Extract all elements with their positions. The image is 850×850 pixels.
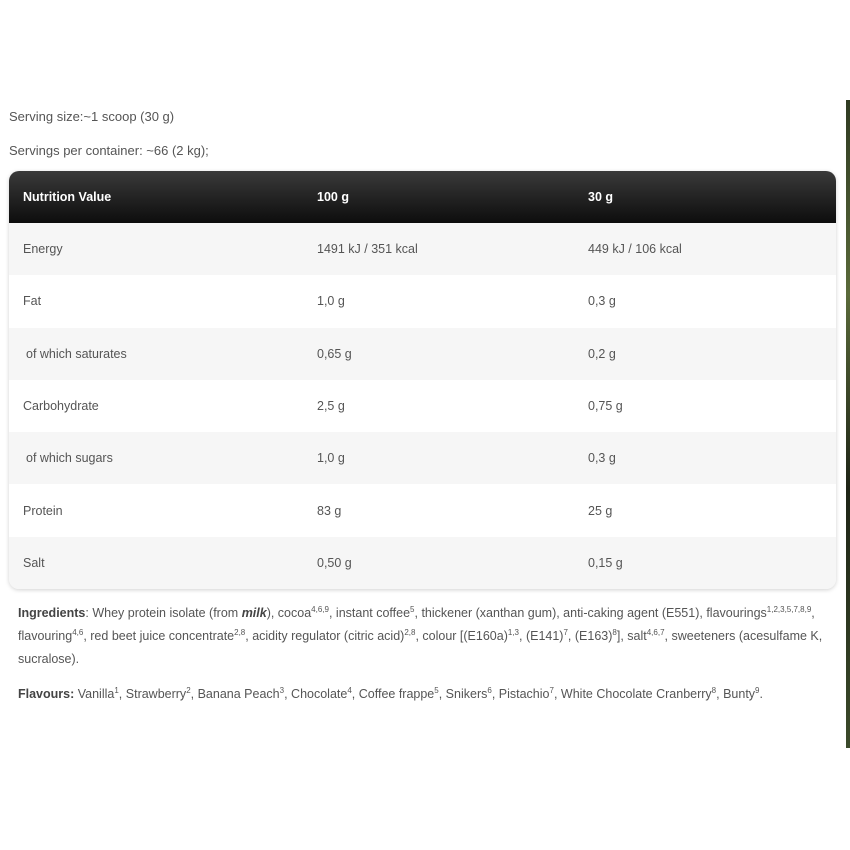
nutrient-name: Energy: [23, 242, 63, 257]
footnote-ref: 2,8: [234, 627, 246, 637]
flavour-item: Banana Peach$^3$,: [194, 685, 288, 701]
photo-edge-strip: [846, 100, 850, 748]
ingredients-part: , instant coffee: [328, 606, 411, 620]
serving-size: Serving size:~1 scoop (30 g): [9, 109, 175, 124]
table-body: [9, 223, 836, 589]
value-30g: 0,2 g: [588, 346, 616, 361]
flavour-item: Vanilla$^1$,: [74, 685, 123, 701]
ingredients-part: , flavouring: [18, 606, 815, 643]
header-30g: 30 g: [588, 190, 614, 204]
ingredients-part: , sweeteners (acesulfame K, sucralose).: [18, 629, 823, 666]
flavour-item: Snikers$^6$,: [442, 685, 496, 701]
footnote-ref: 1,3: [507, 627, 519, 637]
allergen-milk: milk: [241, 606, 267, 620]
value-100g: 1,0 g: [317, 294, 345, 309]
servings-per-container: Servings per container: ~66 (2 kg);: [9, 143, 209, 158]
flavour-item: Pistachio$^7$,: [495, 685, 558, 701]
value-30g: 449 kJ / 106 kcal: [588, 242, 682, 257]
table-row: [9, 275, 836, 327]
value-100g: 83 g: [317, 503, 342, 518]
value-30g: 0,75 g: [588, 399, 623, 414]
nutrition-table: [9, 171, 836, 589]
table-row: [9, 537, 836, 589]
flavours-text: [18, 683, 838, 706]
ingredients-part: ], salt: [616, 629, 647, 643]
table-row: [9, 380, 836, 432]
footnote-ref: 4,6,7: [646, 627, 665, 637]
footnote-ref: 4,6,9: [311, 604, 329, 614]
footnote-ref: 2,8: [404, 627, 416, 637]
ingredients-part: , (E163): [567, 629, 613, 643]
footnote-ref: 4,6: [72, 627, 84, 637]
value-100g: 1491 kJ / 351 kcal: [317, 242, 418, 257]
value-30g: 0,3 g: [588, 294, 616, 309]
ingredients-label: Ingredients: [18, 606, 86, 620]
footnote-ref: 7: [563, 627, 568, 637]
footnote-ref: 8: [612, 627, 617, 637]
ingredients-part: , acidity regulator (citric acid): [245, 629, 405, 643]
footnote-ref: 5: [410, 604, 415, 614]
flavour-item: Coffee frappe$^5$,: [355, 685, 443, 701]
value-100g: 1,0 g: [317, 451, 345, 466]
value-100g: 2,5 g: [317, 399, 345, 414]
value-30g: 0,3 g: [588, 451, 616, 466]
header-100g: 100 g: [317, 190, 349, 204]
footnote-ref: 1,2,3,5,7,8,9: [766, 604, 812, 614]
flavours-label: Flavours:: [18, 687, 75, 701]
header-nutrition-value: Nutrition Value: [23, 190, 112, 204]
table-row: [9, 223, 836, 275]
ingredients-part: : Whey protein isolate (from: [85, 606, 242, 620]
table-row: [9, 432, 836, 484]
flavour-item: Chocolate$^4$,: [287, 685, 356, 701]
value-100g: 0,50 g: [317, 555, 352, 570]
table-row: [9, 328, 836, 380]
nutrient-name: Fat: [23, 294, 42, 309]
table-row: [9, 484, 836, 536]
ingredients-part: , thickener (xanthan gum), anti-caking agent (E551), flavourings: [414, 606, 767, 620]
value-30g: 0,15 g: [588, 555, 623, 570]
flavour-item: White Chocolate Cranberry$^8$,: [557, 685, 720, 701]
ingredients-part: , colour [(E160a): [415, 629, 508, 643]
nutrient-name: Carbohydrate: [23, 399, 99, 414]
value-30g: 25 g: [588, 503, 613, 518]
nutrient-name: Protein: [23, 503, 63, 518]
value-100g: 0,65 g: [317, 346, 352, 361]
nutrient-name: Salt: [23, 555, 45, 570]
ingredients-part: , red beet juice concentrate: [83, 629, 235, 643]
nutrient-name: of which sugars: [26, 451, 113, 466]
ingredients-text: [18, 602, 838, 671]
ingredients-part: , (E141): [519, 629, 564, 643]
ingredients-part: ), cocoa: [266, 606, 312, 620]
flavour-item: Bunty$^9$.: [719, 685, 763, 701]
table-header: [9, 171, 836, 223]
flavour-item: Strawberry$^2$,: [122, 685, 195, 701]
nutrient-name: of which saturates: [26, 346, 127, 361]
